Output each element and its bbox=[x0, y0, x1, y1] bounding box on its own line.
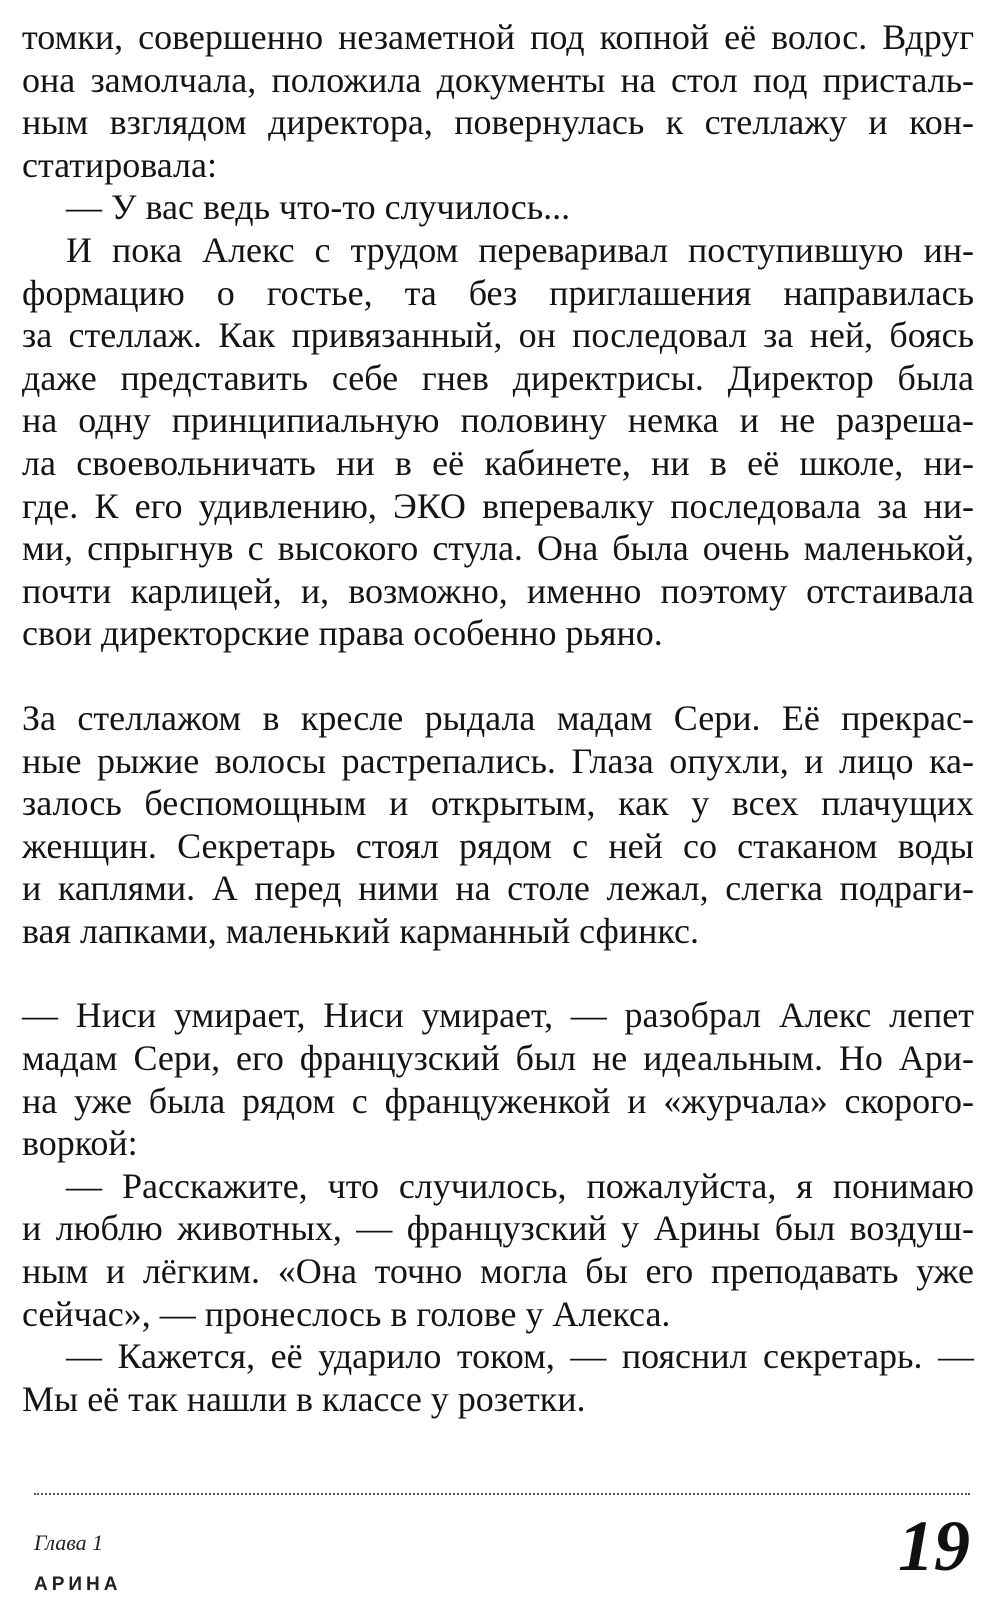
text-line: и люблю животных, — французский у Арины был воздуш- bbox=[22, 1208, 974, 1249]
text-line: статировала: bbox=[22, 144, 217, 185]
text-line: где. К его удивлению, ЭКО вперевалку последовала за ни- bbox=[22, 485, 974, 526]
text-line: воркой: bbox=[22, 1123, 138, 1164]
text-line: — У вас ведь что-то случилось... bbox=[66, 187, 571, 228]
text-line: мадам Сери, его французский был не идеальным. Но Ари- bbox=[22, 1038, 974, 1079]
paragraph bbox=[22, 1335, 974, 1420]
text-line: и каплями. А перед ними на столе лежал, слегка подраги- bbox=[22, 868, 974, 909]
paragraph bbox=[22, 1165, 974, 1335]
paragraph bbox=[22, 229, 974, 655]
text-line: ным и лёгким. «Она точно могла бы его преподавать уже bbox=[22, 1251, 974, 1292]
text-line: — Расскажите, что случилось, пожалуйста, я понимаю bbox=[66, 1165, 974, 1206]
footer-divider bbox=[34, 1493, 970, 1495]
text-line: на одну принципиальную половину немка и не разреша- bbox=[22, 400, 974, 441]
page-number: 19 bbox=[898, 1506, 970, 1586]
chapter-label: Глава 1 bbox=[34, 1530, 104, 1555]
text-line: ми, спрыгнув с высокого стула. Она была очень маленькой, bbox=[22, 528, 974, 569]
text-line: ла своевольничать ни в её кабинете, ни в её школе, ни- bbox=[22, 442, 974, 483]
text-line: формацию о гостье, та без приглашения направилась bbox=[22, 272, 974, 313]
text-line: сейчас», — пронеслось в голове у Алекса. bbox=[22, 1293, 671, 1334]
text-line: почти карлицей, и, возможно, именно поэтому отстаивала bbox=[22, 570, 974, 611]
text-line: ные рыжие волосы растрепались. Глаза опухли, и лицо ка- bbox=[22, 740, 974, 781]
text-line: свои директорские права особенно рьяно. bbox=[22, 613, 663, 654]
paragraph-gap bbox=[22, 952, 974, 994]
text-line: женщин. Секретарь стоял рядом с ней со стаканом воды bbox=[22, 825, 974, 866]
text-line: — Кажется, её ударило током, — пояснил секретарь. — bbox=[66, 1336, 974, 1377]
text-line: вая лапками, маленький карманный сфинкс. bbox=[22, 910, 699, 951]
text-line: за стеллаж. Как привязанный, он последовал за ней, боясь bbox=[22, 315, 974, 356]
text-line: она замолчала, положила документы на стол под присталь- bbox=[22, 59, 974, 100]
text-line: на уже была рядом с француженкой и «журчала» скорого- bbox=[22, 1080, 974, 1121]
text-line: даже представить себе гнев директрисы. Директор была bbox=[22, 357, 974, 398]
chapter-title: АРИНА bbox=[34, 1574, 122, 1595]
text-line: — Ниси умирает, Ниси умирает, — разобрал Алекс лепет bbox=[22, 995, 974, 1036]
text-line: ным взглядом директора, повернулась к стеллажу и кон- bbox=[22, 102, 974, 143]
text-line: томки, совершенно незаметной под копной её волос. Вдруг bbox=[22, 17, 974, 57]
text-line: Мы её так нашли в классе у розетки. bbox=[22, 1378, 586, 1419]
text-line: залось беспомощным и открытым, как у всех плачущих bbox=[22, 783, 974, 824]
text-line: И пока Алекс с трудом переваривал поступившую ин- bbox=[66, 229, 974, 270]
text-line: За стеллажом в кресле рыдала мадам Сери. Её прекрас- bbox=[22, 697, 974, 738]
paragraph bbox=[22, 697, 974, 953]
paragraph bbox=[22, 186, 974, 229]
paragraph bbox=[22, 16, 974, 186]
paragraph-gap bbox=[22, 655, 974, 697]
paragraph bbox=[22, 994, 974, 1164]
book-page-text bbox=[22, 16, 974, 1420]
